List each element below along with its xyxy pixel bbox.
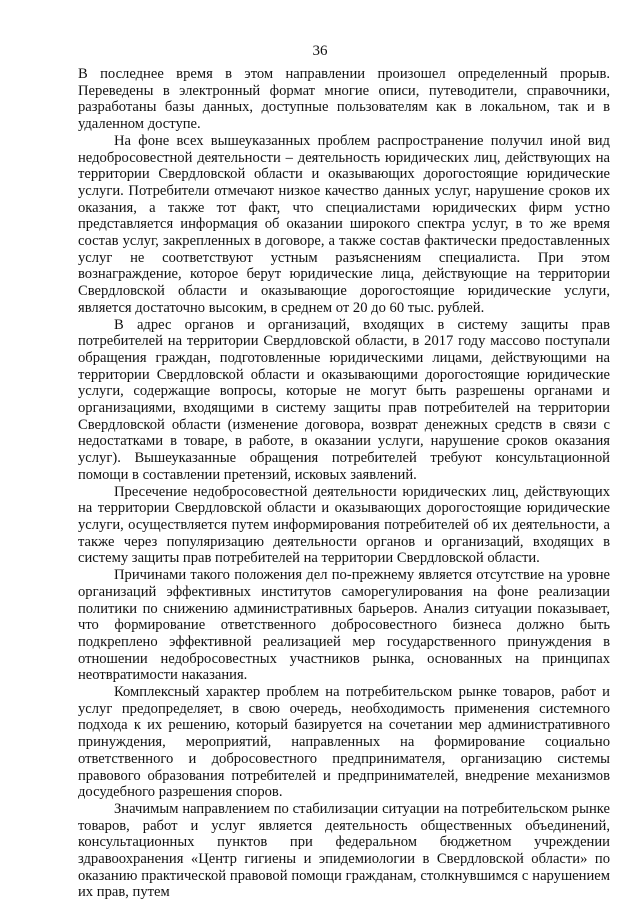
paragraph-4: Пресечение недобросовестной деятельности юридических лиц, действующих на территории Свердловской области и оказывающих дорогостоящие юридические услуги, осуществляется путем информирования потребителей об их деятельности, а также через популяризацию деятельности органов и организаций, входящих в систему защиты прав потребителей на территории Свердловской области. bbox=[78, 483, 610, 567]
page-number: 36 bbox=[312, 43, 328, 59]
paragraph-1: В последнее время в этом направлении произошел определенный прорыв. Переведены в электронный формат многие описи, путеводители, справочники, разработаны базы данных, доступные пользователям как в локальном, так и в удаленном доступе. bbox=[78, 66, 610, 133]
paragraph-3: В адрес органов и организаций, входящих в систему защиты прав потребителей на территории Свердловской области, в 2017 году массово поступали обращения граждан, подготовленные юридическими лицами, действующими на территории Свердловской области и оказывающими дорогостоящие юридические услуги, содержащие вопросы, которые не могут быть разрешены органами и организациями, входящими в систему защиты прав потребителей на территории Свердловской области (изменение договора, возврат денежных средств в связи с недостатками в товаре, в работе, в оказании услуги, нарушение сроков оказания услуг). Вышеуказанные обращения потребителей требуют консультационной помощи в составлении претензий, исковых заявлений. bbox=[78, 316, 610, 483]
document-body bbox=[78, 66, 610, 901]
paragraph-6: Комплексный характер проблем на потребительском рынке товаров, работ и услуг предопределяет, в свою очередь, необходимость применения системного подхода к их решению, который базируется на сочетании мер административного принуждения, мероприятий, направленных на формирование социально ответственного и добросовестного предпринимателя, организацию системы правового образования потребителей и предпринимателей, внедрение механизмов досудебного разрешения споров. bbox=[78, 684, 610, 801]
paragraph-2: На фоне всех вышеуказанных проблем распространение получил иной вид недобросовестной деятельности – деятельность юридических лиц, действующих на территории Свердловской области и оказывающих дорогостоящие юридические услуги. Потребители отмечают низкое качество данных услуг, нарушение сроков их оказания, а также тот факт, что специалистами юридических фирм устно представляется информация об оказании широкого спектра услуг, в то же время состав услуг, закрепленных в договоре, а также состав фактически предоставленных услуг не соответствуют устным разъяснениям специалиста. При этом вознаграждение, которое берут юридические лица, действующие на территории Свердловской области и оказывающие дорогостоящие юридические услуги, является достаточно высоким, в среднем от 20 до 60 тыс. рублей. bbox=[78, 132, 610, 316]
paragraph-5: Причинами такого положения дел по-прежнему является отсутствие на уровне организаций эффективных институтов саморегулирования на фоне реализации политики по снижению административных барьеров. Анализ ситуации показывает, что формирование ответственного добросовестного бизнеса должно быть подкреплено эффективной реализацией мер государственного принуждения в отношении недобросовестных участников рынка, основанных на принципах неотвратимости наказания. bbox=[78, 567, 610, 684]
paragraph-7: Значимым направлением по стабилизации ситуации на потребительском рынке товаров, работ и услуг является деятельность общественных объединений, консультационных пунктов при федеральном бюджетном учреждении здравоохранения «Центр гигиены и эпидемиологии в Свердловской области» по оказанию практической правовой помощи гражданам, столкнувшимся с нарушением их прав, путем bbox=[78, 800, 610, 901]
